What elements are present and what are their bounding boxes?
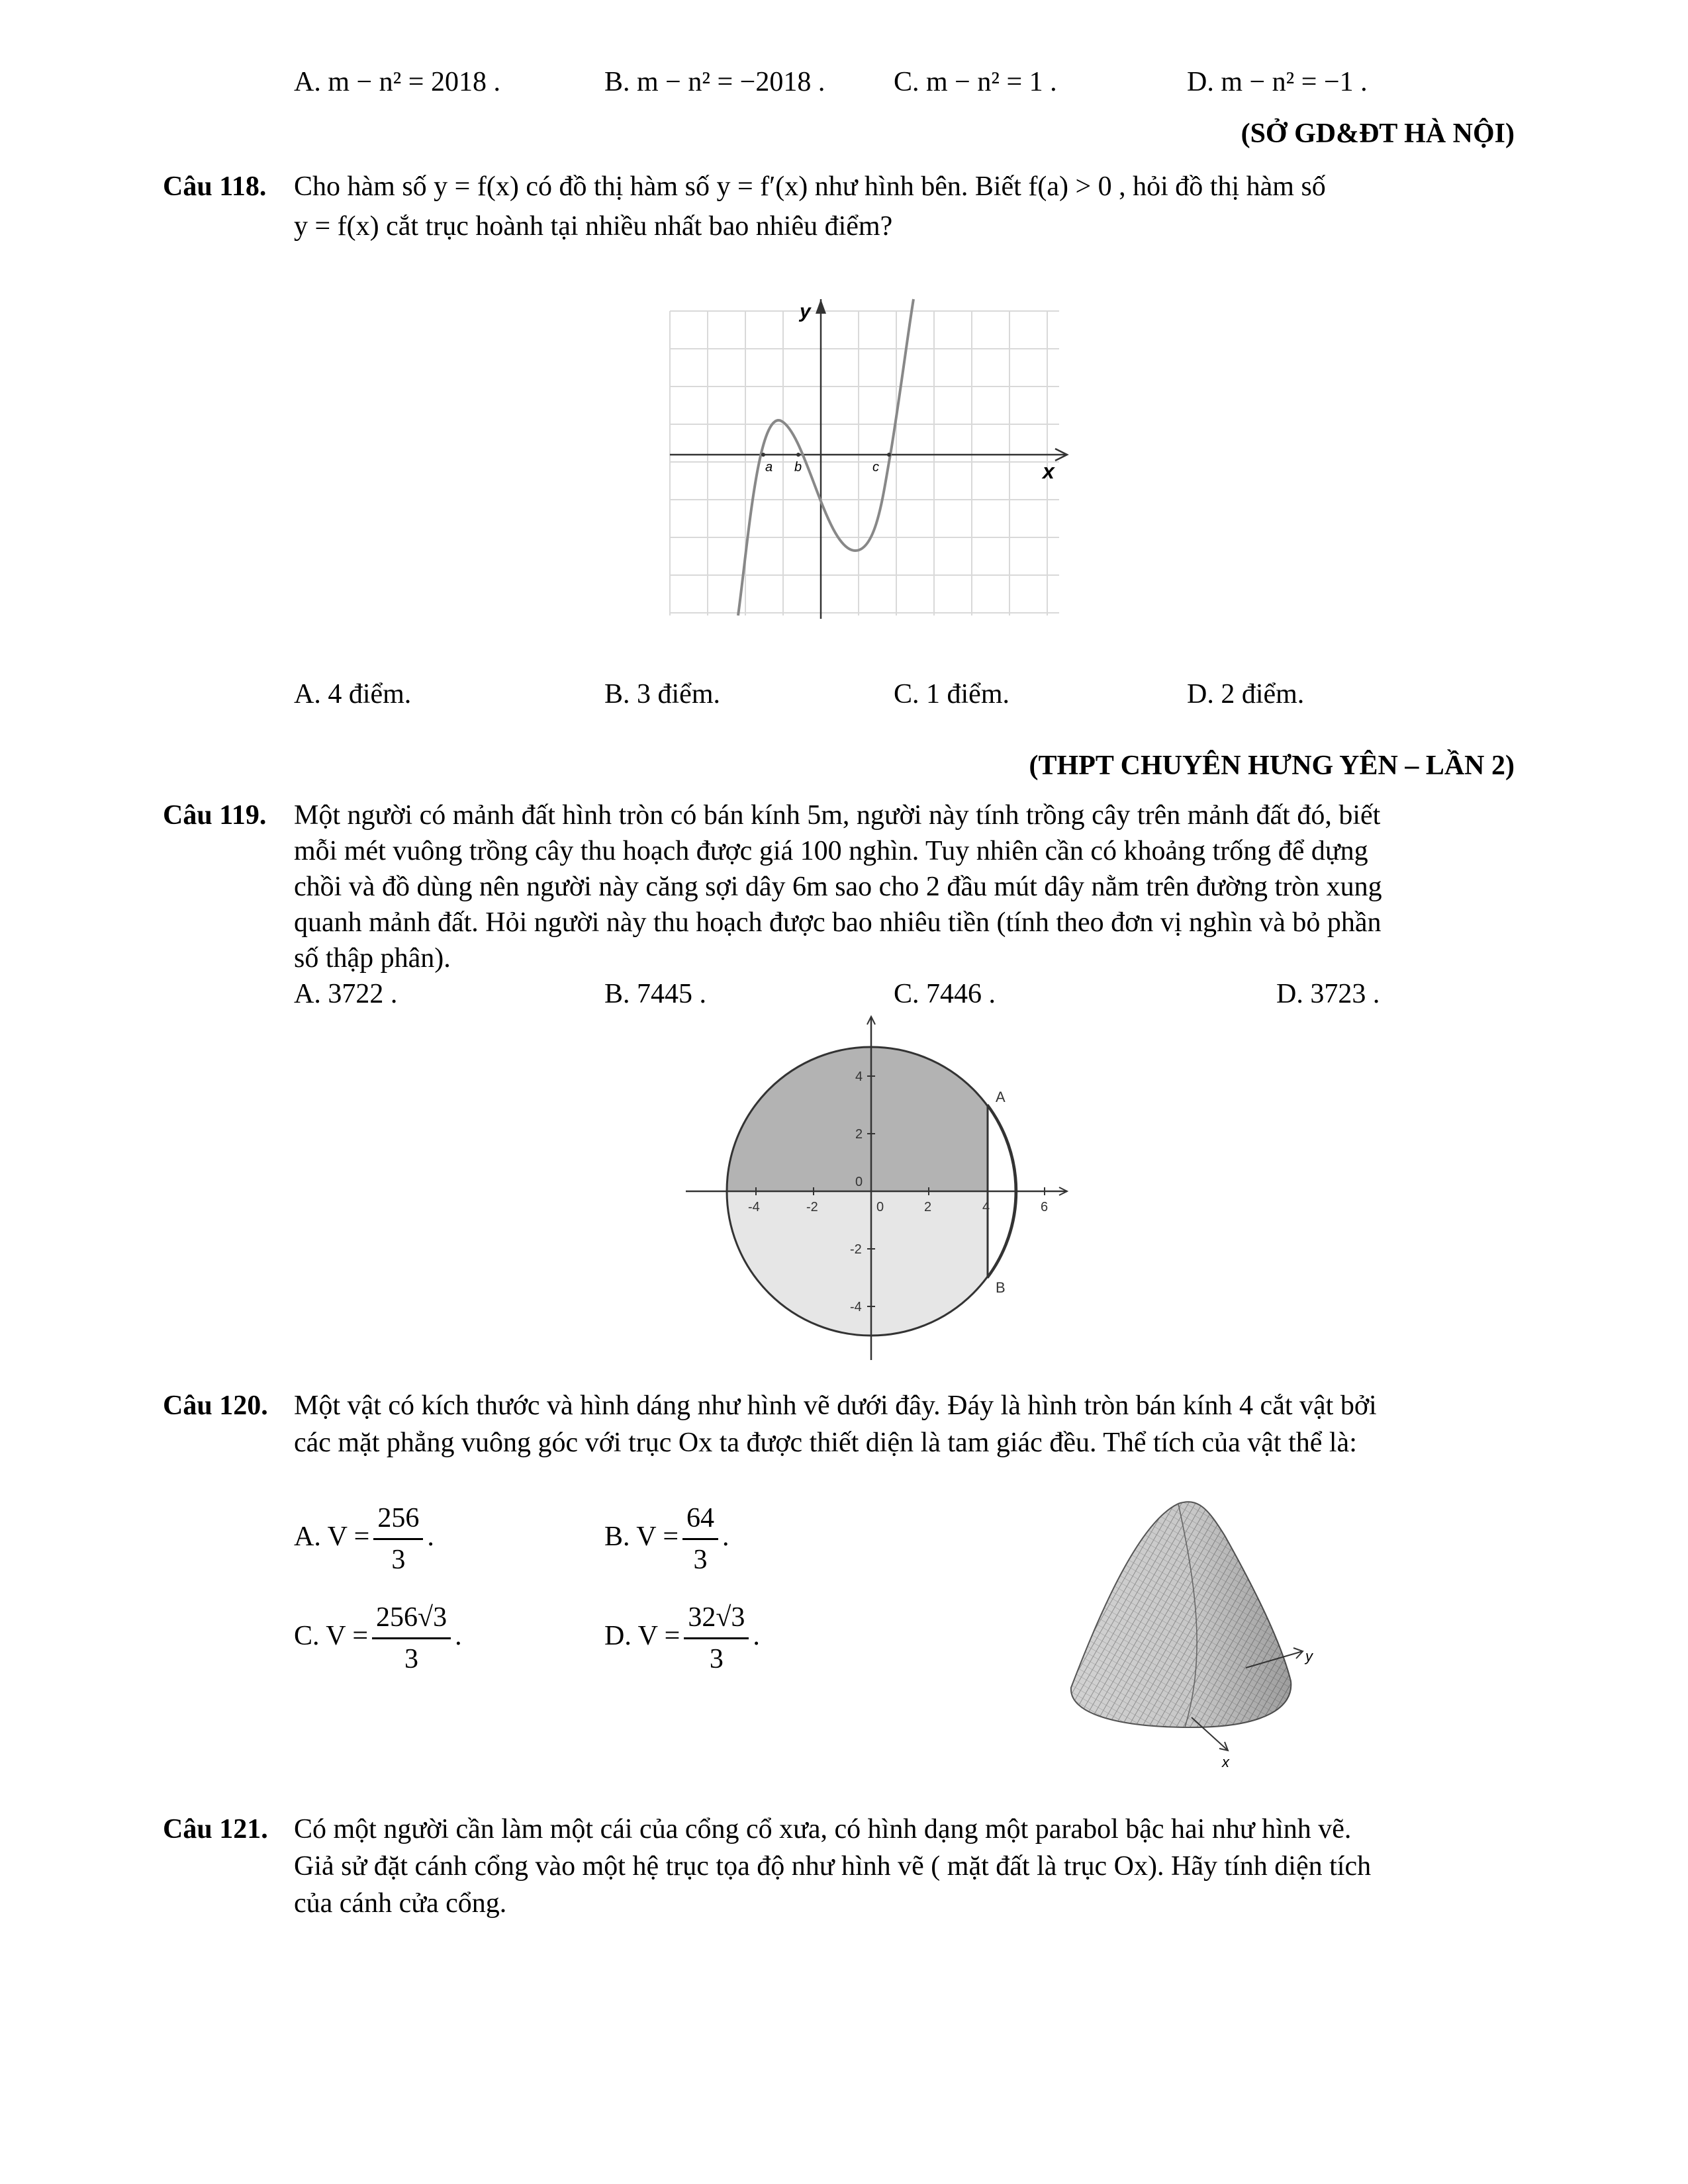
question-119-line1: Một người có mảnh đất hình tròn có bán kính 5m, người này tính trồng cây trên mảnh đất đó, biết	[294, 800, 1381, 831]
y-tick-2: 2	[855, 1127, 863, 1142]
prev-option-c: C. m − n² = 1 .	[894, 67, 1057, 97]
prev-option-d: D. m − n² = −1 .	[1187, 67, 1368, 97]
source-q119: (THPT CHUYÊN HƯNG YÊN – LẦN 2)	[1029, 751, 1515, 781]
question-120-line2: các mặt phẳng vuông góc với trục Ox ta được thiết diện là tam giác đều. Thể tích của vật thể là:	[294, 1428, 1357, 1458]
source-q118: (SỞ GD&ĐT HÀ NỘI)	[1241, 118, 1515, 149]
q118-option-b: B. 3 điểm.	[604, 679, 720, 709]
solid-figure	[1066, 1489, 1344, 1780]
q119-option-d: D. 3723 .	[1276, 979, 1380, 1009]
q118-option-c: C. 1 điểm.	[894, 679, 1009, 709]
question-label-121: Câu 121.	[163, 1814, 268, 1844]
q119-option-b: B. 7445 .	[604, 979, 707, 1009]
y-tick-4: 4	[855, 1069, 863, 1084]
question-label-119: Câu 119.	[163, 800, 267, 831]
derivative-graph	[662, 291, 1086, 629]
question-120-line1: Một vật có kích thước và hình dáng như hình vẽ dưới đây. Đáy là hình tròn bán kính 4 cắt vật bởi	[294, 1390, 1377, 1421]
q120-option-a: A. V = $\frac{256}{3}$ .	[294, 1503, 434, 1575]
root-label-b: b	[794, 460, 802, 475]
point-a-label: A	[996, 1089, 1006, 1105]
question-119-line4: quanh mảnh đất. Hỏi người này thu hoạch được bao nhiêu tiền (tính theo đơn vị nghìn và bỏ phần	[294, 907, 1382, 938]
graph-y-label: y	[800, 300, 811, 322]
y-tick-neg2: -2	[850, 1242, 862, 1257]
question-label-120: Câu 120.	[163, 1390, 268, 1421]
point-b-label: B	[996, 1279, 1006, 1296]
derivative-curve	[738, 299, 914, 615]
x-tick-neg4: -4	[748, 1200, 760, 1214]
q120-option-d: D. V = $\frac{32√3}{3}$ .	[604, 1602, 760, 1674]
graph-y-arrow	[816, 299, 826, 314]
question-118-line1: Cho hàm số y = f(x) có đồ thị hàm số y = f′(x) như hình bên. Biết f(a) > 0 , hỏi đồ thị hàm số	[294, 171, 1326, 202]
q120-option-c-den: 3	[404, 1644, 419, 1674]
graph-grid	[670, 311, 1059, 615]
q118-option-d: D. 2 điểm.	[1187, 679, 1305, 709]
q119-option-a: A. 3722 .	[294, 979, 398, 1009]
question-121-line1: Có một người cần làm một cái của cổng cổ xưa, có hình dạng một parabol bậc hai như hình vẽ.	[294, 1814, 1352, 1844]
y-tick-0: 0	[855, 1175, 863, 1189]
question-121-line3: của cánh cửa cổng.	[294, 1888, 507, 1919]
q120-option-b-den: 3	[693, 1545, 708, 1575]
prev-option-b: B. m − n² = −2018 .	[604, 67, 825, 97]
fig120-x-label: x	[1222, 1754, 1229, 1770]
question-119-line5: số thập phân).	[294, 943, 451, 974]
q118-option-a: A. 4 điểm.	[294, 679, 412, 709]
q120-option-b-num: 64	[682, 1502, 718, 1540]
question-label-118: Câu 118.	[163, 171, 267, 202]
fig120-y-label: y	[1305, 1648, 1313, 1664]
q120-option-c-num: 256√3	[372, 1602, 451, 1639]
x-tick-neg2: -2	[806, 1200, 818, 1214]
q119-option-c: C. 7446 .	[894, 979, 996, 1009]
q120-option-b-prefix: B. V =	[604, 1522, 679, 1553]
prev-option-a: A. m − n² = 2018 .	[294, 67, 500, 97]
x-tick-0: 0	[876, 1200, 884, 1214]
question-119-line2: mỗi mét vuông trồng cây thu hoạch được giá 100 nghìn. Tuy nhiên cần có khoảng trống để dựng	[294, 836, 1368, 866]
q120-option-d-prefix: D. V =	[604, 1621, 680, 1652]
root-label-c: c	[872, 460, 879, 475]
planted-region-upper	[722, 1039, 988, 1191]
question-119-line3: chồi và đồ dùng nên người này căng sợi dây 6m sao cho 2 đầu mút dây nằm trên đường tròn xung	[294, 872, 1382, 902]
y-tick-neg4: -4	[850, 1300, 862, 1314]
q120-option-a-den: 3	[391, 1545, 406, 1575]
q120-option-c-prefix: C. V =	[294, 1621, 369, 1652]
root-label-a: a	[765, 460, 773, 475]
q120-option-a-prefix: A. V =	[294, 1522, 370, 1553]
graph-x-label: x	[1043, 459, 1055, 483]
q120-option-b: B. V = $\frac{64}{3}$ .	[604, 1503, 729, 1575]
question-118-line2: y = f(x) cắt trục hoành tại nhiều nhất bao nhiêu điểm?	[294, 211, 893, 242]
circle-land-figure	[682, 1013, 1092, 1370]
x-tick-2: 2	[924, 1200, 932, 1214]
q120-option-c: C. V = $\frac{256√3}{3}$ .	[294, 1602, 462, 1674]
x-tick-4: 4	[982, 1200, 990, 1214]
question-121-line2: Giả sử đặt cánh cổng vào một hệ trục tọa độ như hình vẽ ( mặt đất là trục Ox). Hãy tính diện tích	[294, 1851, 1372, 1882]
q120-option-d-num: 32√3	[684, 1602, 749, 1639]
q120-option-a-num: 256	[373, 1502, 423, 1540]
x-tick-6: 6	[1041, 1200, 1049, 1214]
q120-option-d-den: 3	[709, 1644, 724, 1674]
